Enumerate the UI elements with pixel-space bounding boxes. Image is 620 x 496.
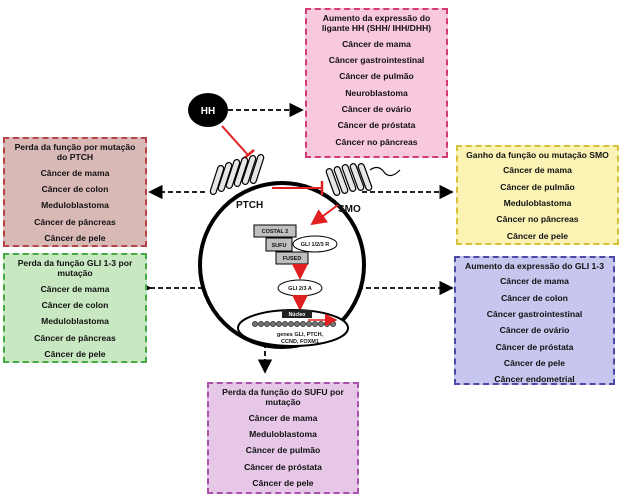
list-item: Câncer de mama xyxy=(503,165,572,176)
hh-label: HH xyxy=(200,106,216,117)
nucleus-label: Núcleo xyxy=(288,312,306,318)
list-item: Câncer de colon xyxy=(501,292,568,303)
list-item: Câncer de pele xyxy=(252,477,314,488)
gli-a-label: GLI 2/3 A xyxy=(288,286,312,292)
list-item: Meduloblastoma xyxy=(503,197,572,208)
smo-tail xyxy=(370,167,400,175)
list-item: Câncer de colon xyxy=(41,299,109,310)
list-item: Câncer endometrial xyxy=(494,374,575,385)
list-item: Câncer de pulmão xyxy=(339,71,414,82)
list-item: Câncer de pele xyxy=(44,232,106,243)
list-item: Câncer de mama xyxy=(500,276,569,287)
list-item: Câncer de ovário xyxy=(341,103,412,114)
box-title: Ganho da função ou mutação SMO xyxy=(466,150,609,160)
list-item: Câncer no pâncreas xyxy=(496,214,579,225)
list-item: Meduloblastoma xyxy=(41,316,109,327)
box-title: Perda da função GLI 1-3 por mutação xyxy=(17,258,133,279)
list-item: Câncer de pele xyxy=(503,357,566,368)
sufu-loss-box xyxy=(207,382,359,494)
list-item: Câncer de ovário xyxy=(499,325,570,336)
box-title: Aumento da expressão do ligante HH (SHH/ IHH/DHH) xyxy=(321,13,432,34)
smo-label: SMO xyxy=(338,204,361,215)
list-item: Câncer de pâncreas xyxy=(34,216,116,227)
list-item: Câncer de mama xyxy=(342,38,411,49)
list-item: Câncer de mama xyxy=(248,412,318,423)
box-title: Aumento da expressão do GLI 1-3 xyxy=(465,261,604,271)
sufu-label: SUFU xyxy=(271,243,287,249)
hh-ligand-expression-box xyxy=(305,8,448,158)
ptch-label: PTCH xyxy=(236,200,264,211)
list-item: Câncer de próstata xyxy=(244,461,322,472)
fused-label: FUSED xyxy=(282,256,302,262)
box-title: Perda da função por mutação do PTCH xyxy=(14,142,136,163)
list-item: Câncer de próstata xyxy=(337,120,416,131)
gli-expression-box xyxy=(454,256,615,385)
list-item: Câncer de mama xyxy=(40,167,110,178)
list-item: Câncer de pâncreas xyxy=(34,332,116,343)
smo-gain-box xyxy=(456,145,619,245)
list-item: Meduloblastoma xyxy=(249,428,317,439)
costal-label: COSTAL 2 xyxy=(261,229,289,235)
box-title: Perda da função do SUFU por mutação xyxy=(222,387,344,408)
list-item: Meduloblastoma xyxy=(41,200,109,211)
list-item: Câncer gastrointestinal xyxy=(328,54,425,65)
genes-line-1: genes GLI, PTCH, xyxy=(276,332,324,338)
list-item: Câncer de pele xyxy=(506,230,569,241)
list-item: Câncer no pâncreas xyxy=(335,136,418,147)
list-item: Câncer de pulmão xyxy=(500,181,575,192)
list-item: Câncer de colon xyxy=(41,183,109,194)
gli-loss-box xyxy=(3,253,147,363)
list-item: Câncer de pele xyxy=(44,348,106,359)
ptch-loss-box xyxy=(3,137,147,247)
list-item: Câncer de mama xyxy=(40,283,110,294)
list-item: Câncer gastrointestinal xyxy=(486,308,583,319)
genes-line-2: CCND, FOXM1 xyxy=(281,339,319,345)
gli-r-label: GLI 1/2/3 R xyxy=(300,242,330,248)
list-item: Câncer de pulmão xyxy=(245,445,321,456)
list-item: Neuroblastoma xyxy=(345,87,408,98)
hh-inhibit-line xyxy=(222,126,248,155)
list-item: Câncer de próstata xyxy=(495,341,574,352)
